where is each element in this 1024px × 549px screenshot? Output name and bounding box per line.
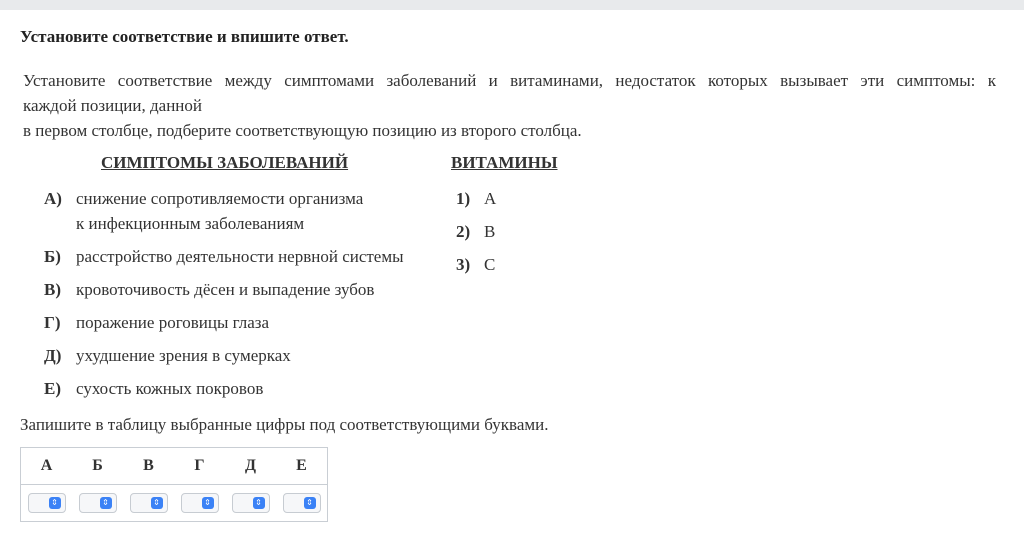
vitamin-text: B	[484, 222, 496, 241]
symptom-item	[44, 186, 444, 236]
symptom-label: А)	[44, 189, 62, 208]
updown-chevron-icon: ⇕	[253, 497, 265, 509]
answer-header-v: В	[143, 457, 154, 474]
symptoms-column-title: СИМПТОМЫ ЗАБОЛЕВАНИЙ	[101, 153, 349, 172]
answer-select-e[interactable]	[283, 493, 321, 513]
vitamin-label: 3)	[456, 255, 471, 274]
task-instruction	[23, 68, 996, 143]
vitamin-label: 1)	[456, 189, 471, 208]
answer-prompt: Запишите в таблицу выбранные цифры под соответствующими буквами.	[20, 415, 549, 434]
vitamins-column-title: ВИТАМИНЫ	[451, 153, 558, 172]
instruction-line-2: каждой позиции, данной	[23, 96, 202, 115]
updown-chevron-icon: ⇕	[49, 497, 61, 509]
updown-chevron-icon: ⇕	[304, 497, 316, 509]
symptom-text: ухудшение зрения в сумерках	[76, 346, 291, 365]
answer-header-b: Б	[92, 457, 103, 474]
symptom-text: расстройство деятельности нервной системы	[76, 247, 404, 266]
symptom-text: снижение сопротивляемости организма к инфекционным заболеваниям	[76, 189, 364, 233]
answer-header-g: Г	[194, 457, 205, 474]
top-bar	[0, 0, 1024, 10]
answer-select-d[interactable]	[232, 493, 270, 513]
symptom-text: сухость кожных покровов	[76, 379, 264, 398]
symptom-label: Е)	[44, 379, 61, 398]
symptom-label: Б)	[44, 247, 61, 266]
vitamin-text: C	[484, 255, 496, 274]
vitamin-text: A	[484, 189, 497, 208]
symptom-label: Д)	[44, 346, 62, 365]
answer-select-row	[21, 485, 328, 522]
answer-select-a[interactable]	[28, 493, 66, 513]
symptom-label: Г)	[44, 313, 61, 332]
symptom-text: поражение роговицы глаза	[76, 313, 270, 332]
instruction-line-1: Установите соответствие между симптомами заболеваний и витаминами, недостаток которых вызывает эти симптомы: к	[23, 71, 996, 90]
task-heading: Установите соответствие и впишите ответ.	[20, 27, 349, 46]
updown-chevron-icon: ⇕	[151, 497, 163, 509]
symptom-text: кровоточивость дёсен и выпадение зубов	[76, 280, 375, 299]
answer-select-v[interactable]	[130, 493, 168, 513]
answer-header-d: Д	[244, 457, 256, 474]
instruction-line-3: в первом столбце, подберите соответствующую позицию из второго столбца.	[23, 121, 582, 140]
answer-select-b[interactable]	[79, 493, 117, 513]
answer-header-row	[21, 448, 328, 485]
symptom-label: В)	[44, 280, 61, 299]
answer-header-a: А	[40, 457, 53, 474]
answer-table	[20, 447, 328, 522]
answer-select-g[interactable]	[181, 493, 219, 513]
vitamin-label: 2)	[456, 222, 471, 241]
answer-header-e: Е	[296, 457, 307, 474]
updown-chevron-icon: ⇕	[100, 497, 112, 509]
updown-chevron-icon: ⇕	[202, 497, 214, 509]
